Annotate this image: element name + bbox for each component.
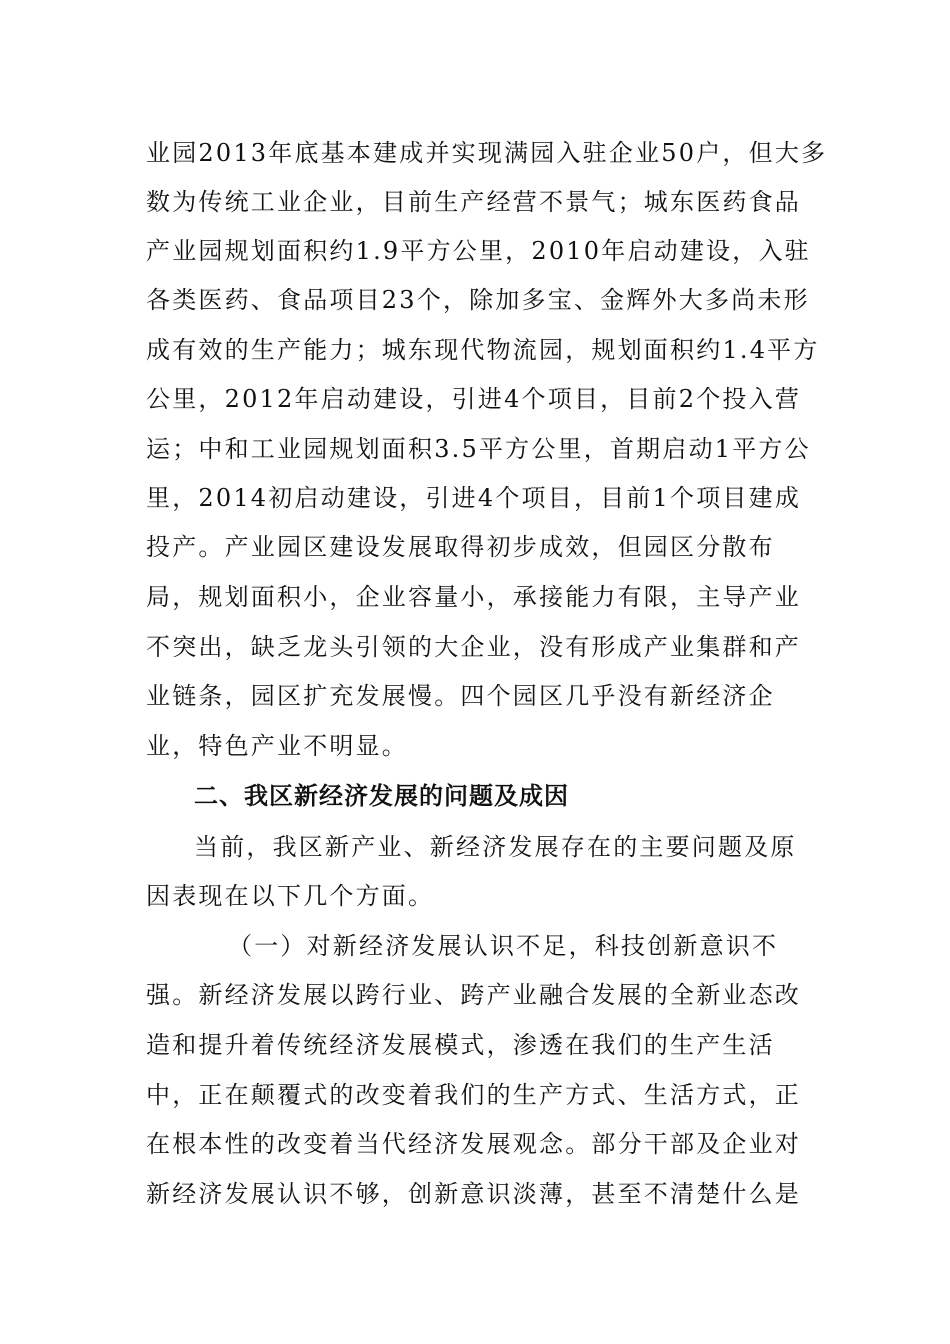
- text-line: 数为传统工业企业，目前生产经营不景气；城东医药食品: [146, 188, 801, 216]
- text-line: 当前，我区新产业、新经济发展存在的主要问题及原: [194, 833, 797, 861]
- text-line: 各类医药、食品项目23个，除加多宝、金辉外大多尚未形: [146, 286, 810, 314]
- text-line: 公里，2012年启动建设，引进4个项目，目前2个投入营: [146, 385, 802, 413]
- text-line: 不突出，缺乏龙头引领的大企业，没有形成产业集群和产: [146, 633, 801, 661]
- text-line: 造和提升着传统经济发展模式，渗透在我们的生产生活: [146, 1031, 775, 1059]
- text-line: 成有效的生产能力；城东现代物流园，规划面积约1.4平方: [146, 336, 820, 364]
- text-line: 业园2013年底基本建成并实现满园入驻企业50户，但大多: [146, 139, 828, 167]
- text-line: 在根本性的改变着当代经济发展观念。部分干部及企业对: [146, 1130, 801, 1158]
- text-line: 里，2014初启动建设，引进4个项目，目前1个项目建成: [146, 484, 802, 512]
- text-line: 新经济发展认识不够，创新意识淡薄，甚至不清楚什么是: [146, 1180, 801, 1208]
- text-line: 业链条，园区扩充发展慢。四个园区几乎没有新经济企: [146, 682, 775, 710]
- text-line: 投产。产业园区建设发展取得初步成效，但园区分散布: [146, 533, 775, 561]
- text-line: 运；中和工业园规划面积3.5平方公里，首期启动1平方公: [146, 435, 811, 463]
- text-line: 业，特色产业不明显。: [146, 732, 408, 760]
- text-line: 因表现在以下几个方面。: [146, 882, 435, 910]
- text-line: 产业园规划面积约1.9平方公里，2010年启动建设，入驻: [146, 237, 811, 265]
- text-line: 强。新经济发展以跨行业、跨产业融合发展的全新业态改: [146, 981, 801, 1009]
- text-line: 局，规划面积小，企业容量小，承接能力有限，主导产业: [146, 583, 801, 611]
- section-heading: 二、我区新经济发展的问题及成因: [194, 782, 569, 810]
- text-line: 中，正在颠覆式的改变着我们的生产方式、生活方式，正: [146, 1081, 801, 1109]
- subsection-heading-line: （一）对新经济发展认识不足，科技创新意识不: [228, 932, 779, 960]
